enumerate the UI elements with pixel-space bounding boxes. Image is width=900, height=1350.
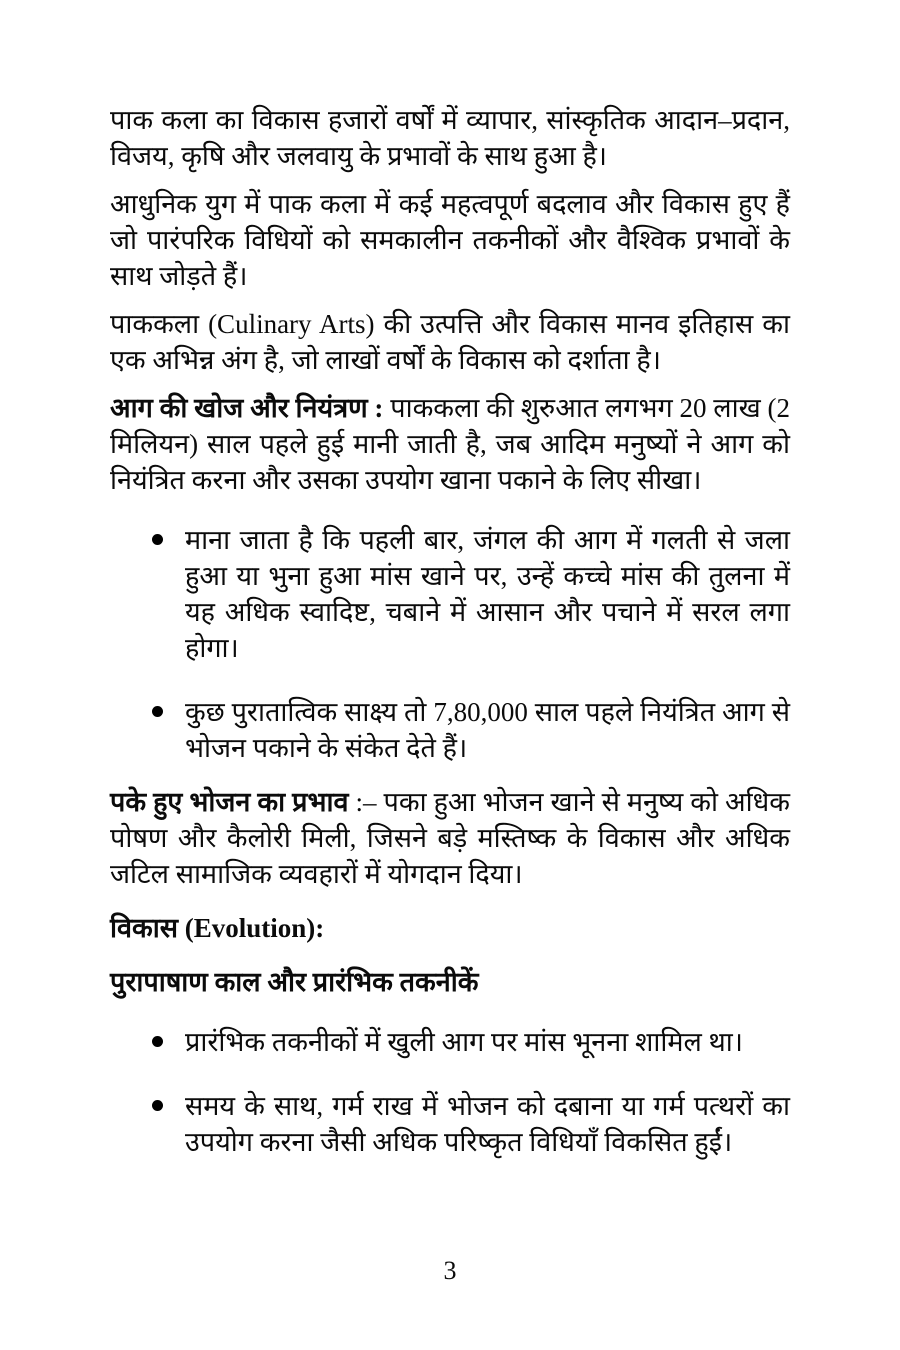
page-number: 3 (443, 1256, 457, 1285)
paleolithic-bullet-list (110, 1024, 790, 1160)
paragraph-modern-era: आधुनिक युग में पाक कला में कई महत्वपूर्ण बदलाव और विकास हुए हैं जो पारंपरिक विधियों को समकालीन तकनीकों और वैश्विक प्रभावों के साथ जोड़ते हैं। (110, 189, 790, 291)
list-item (110, 1088, 790, 1160)
bullet-icon (152, 1100, 163, 1111)
bullet-text: कुछ पुरातात्विक साक्ष्य तो 7,80,000 साल पहले नियंत्रित आग से भोजन पकाने के संकेत देते हैं। (185, 697, 790, 763)
paragraph-fire-discovery (110, 390, 790, 498)
paragraph-culinary-development: पाक कला का विकास हजारों वर्षों में व्यापार, सांस्कृतिक आदान–प्रदान, विजय, कृषि और जलवायु के प्रभावों के साथ हुआ है। (110, 105, 790, 171)
bullet-icon (152, 1036, 163, 1047)
bullet-icon (152, 534, 163, 545)
fire-discovery-heading: आग की खोज और नियंत्रण : (110, 393, 384, 423)
bullet-text: समय के साथ, गर्म राख में भोजन को दबाना या गर्म पत्थरों का उपयोग करना जैसी अधिक परिष्कृत विधियाँ विकसित हुईं। (185, 1091, 790, 1157)
subheading-paleolithic-techniques: पुरापाषाण काल और प्रारंभिक तकनीकें (110, 967, 479, 997)
fire-bullet-list (110, 522, 790, 766)
heading-evolution: विकास (Evolution): (110, 913, 325, 943)
paragraph-cooked-food-effect (110, 784, 790, 892)
bullet-text: प्रारंभिक तकनीकों में खुली आग पर मांस भूनना शामिल था। (185, 1027, 744, 1057)
bullet-text: माना जाता है कि पहली बार, जंगल की आग में गलती से जला हुआ या भुना हुआ मांस खाने पर, उन्हें कच्चे मांस की तुलना में यह अधिक स्वादिष्ट, चबाने में आसान और पचाने में सरल लगा होगा। (185, 525, 790, 663)
list-item (110, 1024, 790, 1060)
cooked-food-effect-text: :– पका हुआ भोजन खाने से मनुष्य को अधिक पोषण और कैलोरी मिली, जिसने बड़े मस्तिष्क के विकास और अधिक जटिल सामाजिक व्यवहारों में योगदान दिया। (110, 787, 790, 889)
list-item (110, 694, 790, 766)
paragraph-culinary-origin: पाककला (Culinary Arts) की उत्पत्ति और विकास मानव इतिहास का एक अभिन्न अंग है, जो लाखों वर्षों के विकास को दर्शाता है। (110, 309, 790, 375)
list-item (110, 522, 790, 666)
fire-discovery-text: पाककला की शुरुआत लगभग 20 लाख (2 मिलियन) साल पहले हुई मानी जाती है, जब आदिम मनुष्यों ने आग को नियंत्रित करना और उसका उपयोग खाना पकाने के लिए सीखा। (110, 393, 790, 495)
bullet-icon (152, 706, 163, 717)
cooked-food-effect-heading: पके हुए भोजन का प्रभाव (110, 787, 349, 817)
